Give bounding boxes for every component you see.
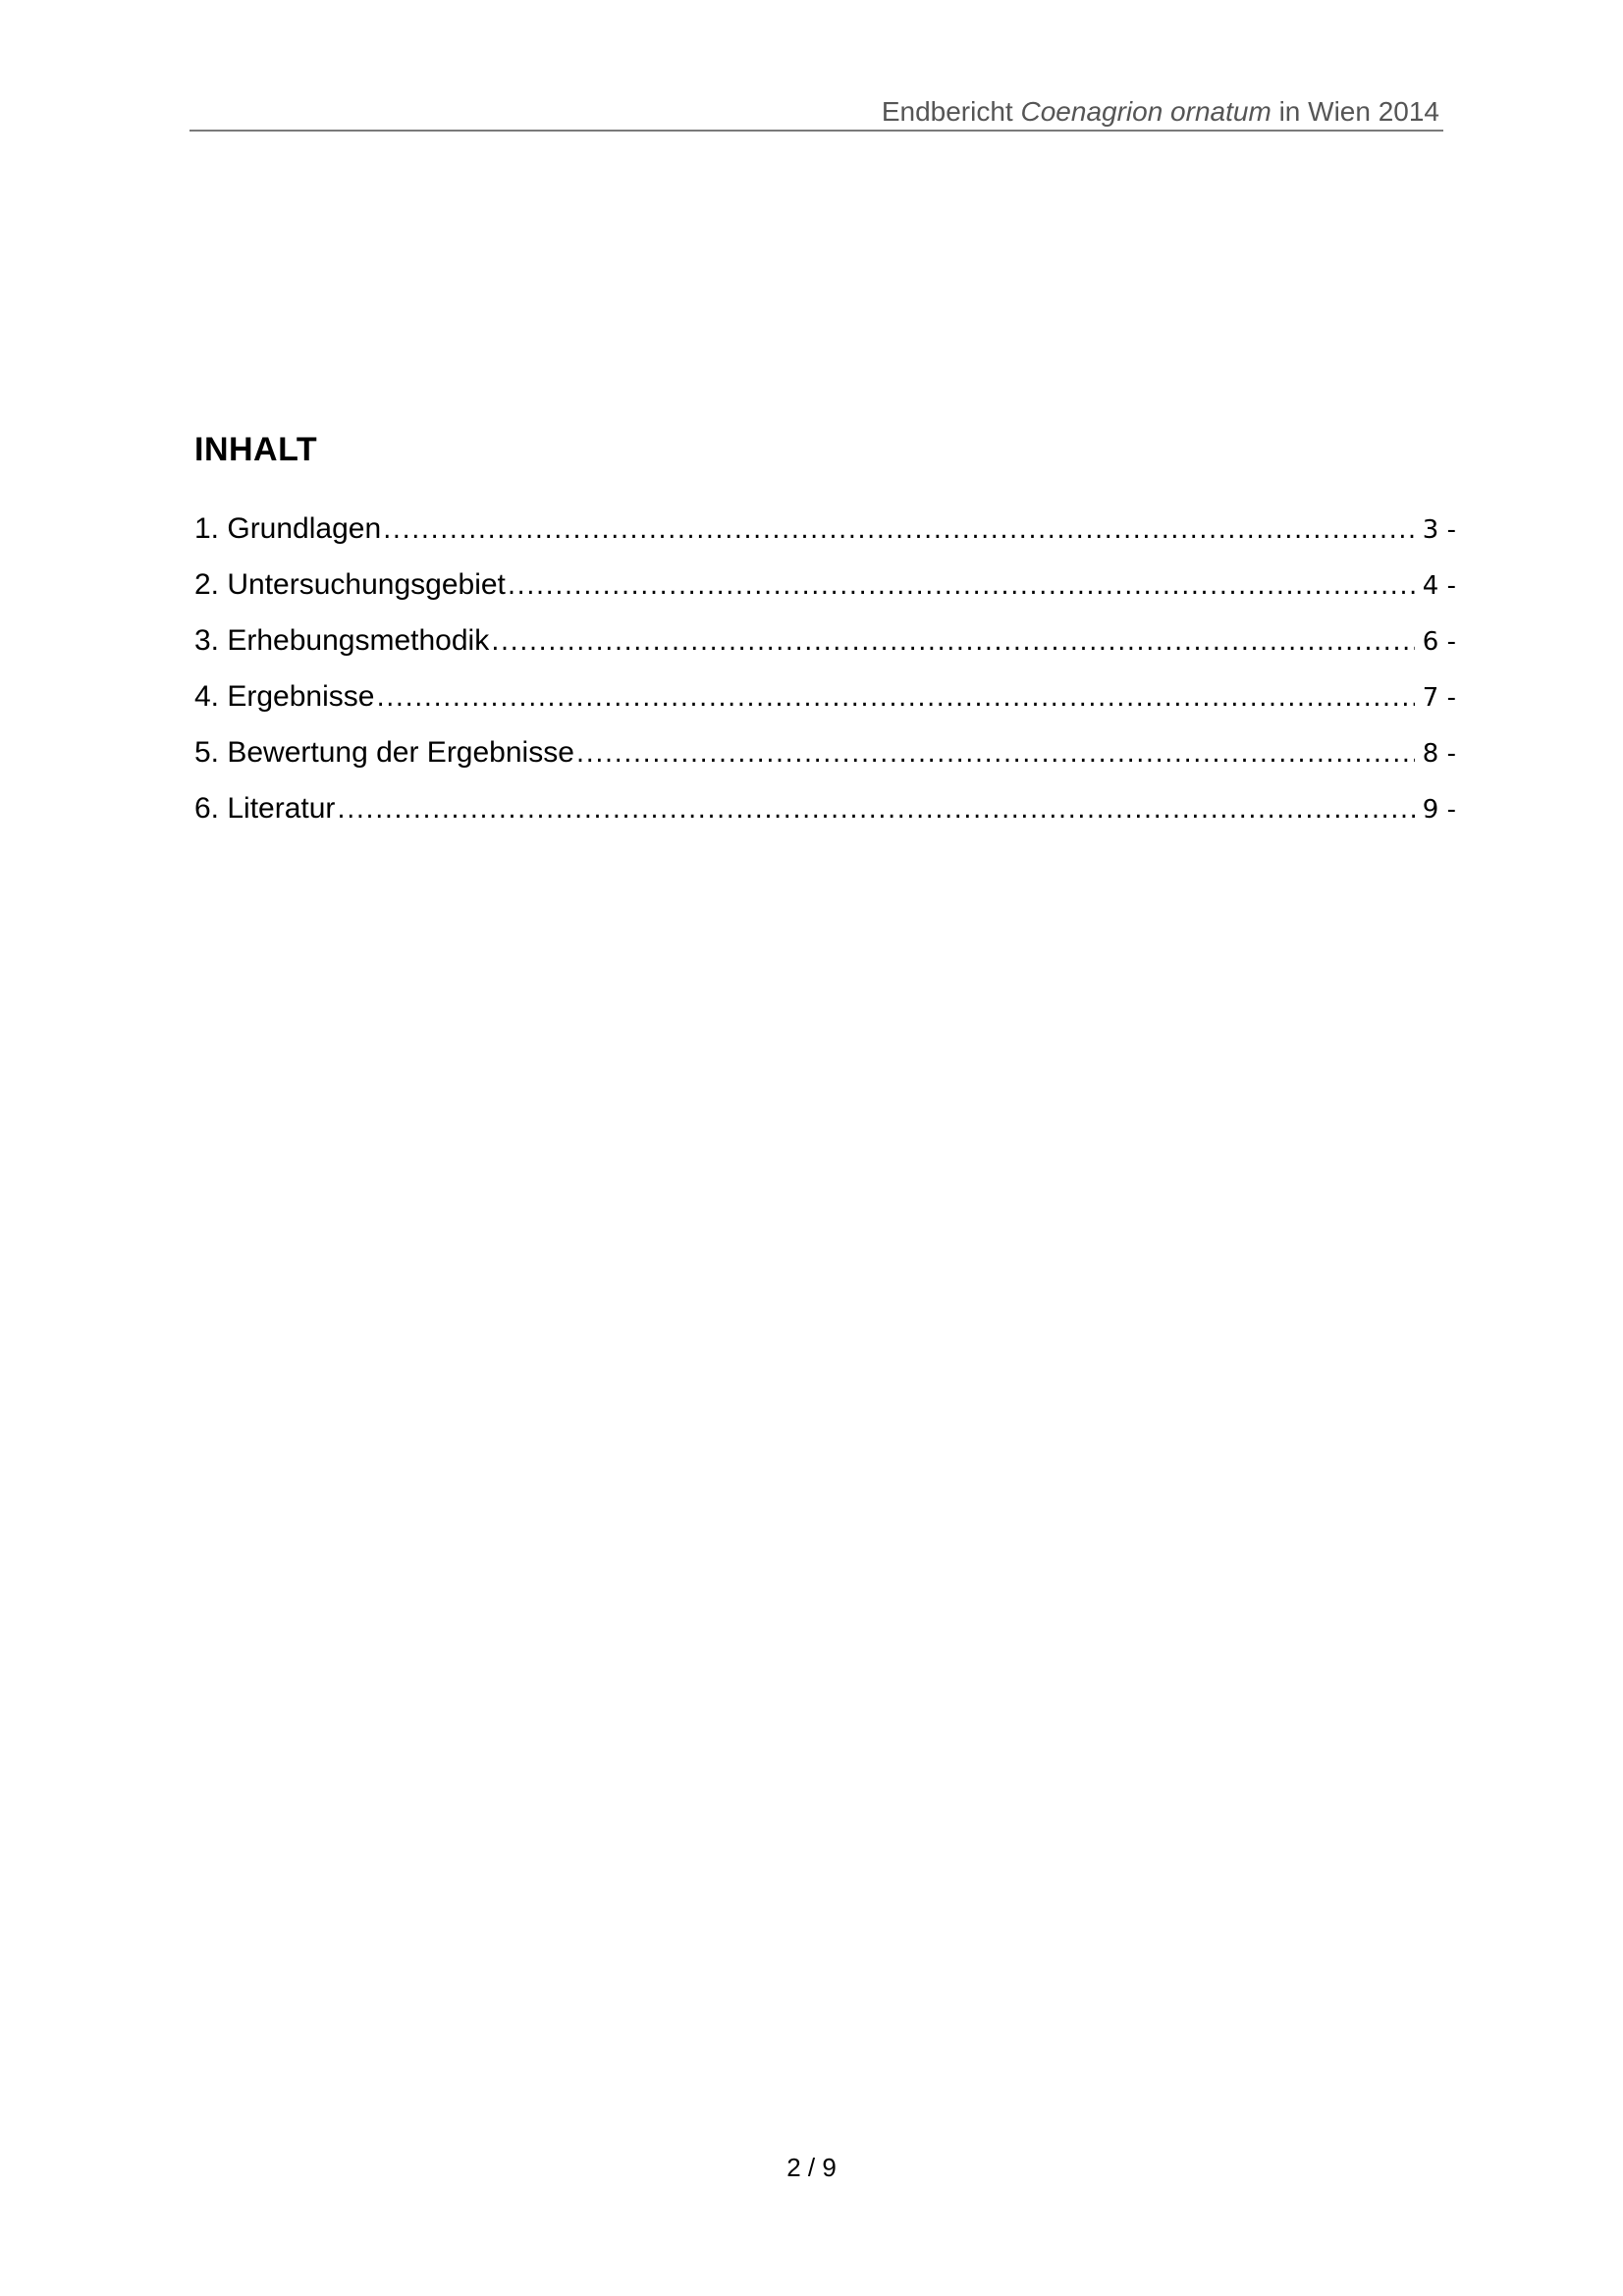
toc-entry-grundlagen[interactable] [194,507,1456,562]
toc-dot-leader [383,507,1415,553]
toc-entry-label: 2. Untersuchungsgebiet [194,568,506,601]
toc-entry-untersuchungsgebiet[interactable] [194,562,1456,618]
toc-entry-page: 7 - [1422,683,1456,713]
header-suffix: in Wien 2014 [1278,96,1439,127]
toc-entry-page: 6 - [1422,627,1456,657]
toc-entry-label: 5. Bewertung der Ergebnisse [194,736,574,769]
running-header [189,94,1443,132]
toc-dot-leader [491,619,1415,665]
toc-entry-label: 6. Literatur [194,792,336,825]
toc-dot-leader [508,563,1415,609]
toc-entry-label: 3. Erhebungsmethodik [194,624,490,657]
toc-heading: INHALT [194,431,318,468]
toc-entry-page: 3 - [1422,515,1456,545]
toc-entry-ergebnisse[interactable] [194,674,1456,730]
page-number: 2 / 9 [786,2153,837,2182]
header-prefix: Endbericht [881,96,1013,127]
toc-dot-leader [576,731,1415,776]
toc-dot-leader [337,787,1414,832]
toc-entry-erhebungsmethodik[interactable] [194,618,1456,674]
toc-entry-label: 4. Ergebnisse [194,680,375,713]
toc-entry-label: 1. Grundlagen [194,512,382,545]
toc-dot-leader [376,675,1414,721]
toc-entry-page: 4 - [1422,571,1456,601]
toc-entry-page: 8 - [1422,739,1456,769]
toc-entry-bewertung[interactable] [194,730,1456,786]
table-of-contents [194,507,1456,842]
toc-entry-page: 9 - [1422,795,1456,825]
toc-entry-literatur[interactable] [194,786,1456,842]
header-species: Coenagrion ornatum [1020,96,1271,127]
